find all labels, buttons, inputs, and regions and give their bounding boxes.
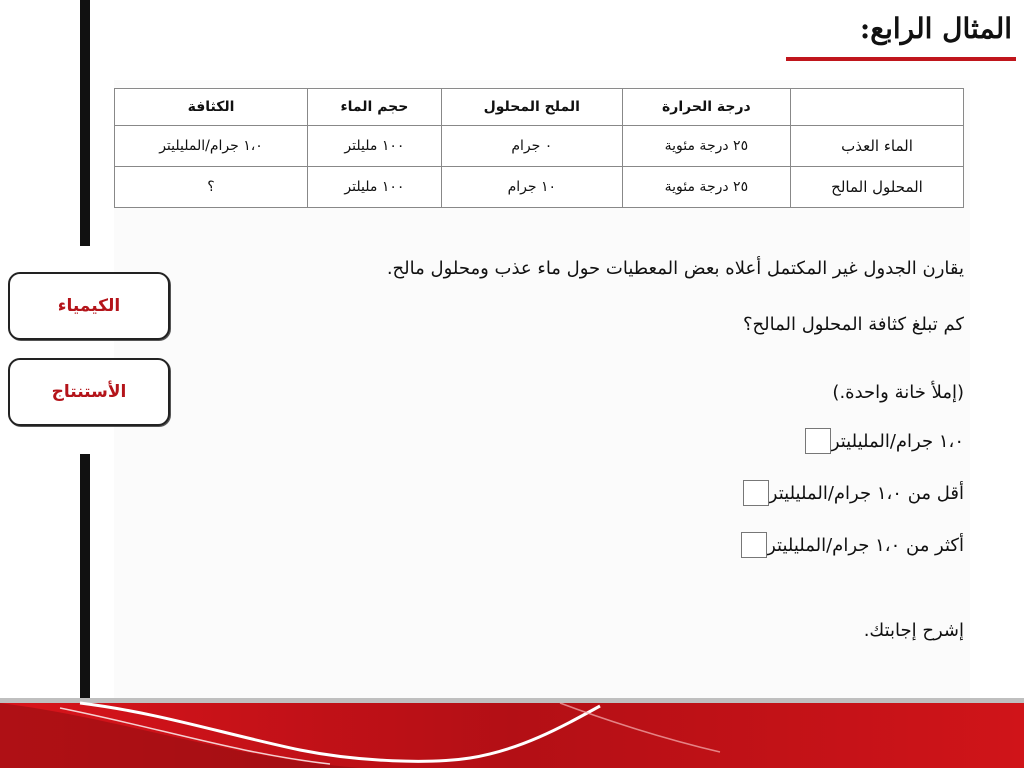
table-header-cell: درجة الحرارة	[622, 89, 790, 126]
table-cell: ١٠ جرام	[441, 167, 622, 208]
table-header-row	[115, 89, 964, 126]
answer-option[interactable]	[725, 529, 964, 561]
answer-option-label: أكثر من ١،٠ جرام/المليليتر	[767, 534, 964, 556]
left-vertical-bar-top	[80, 0, 90, 246]
title-underline	[786, 57, 1016, 61]
left-vertical-bar-bottom	[80, 454, 90, 700]
question-instruction: (إملأ خانة واحدة.)	[832, 382, 964, 403]
table-row-label: الماء العذب	[791, 126, 964, 167]
table-header-cell: الكثافة	[115, 89, 308, 126]
answer-option[interactable]	[789, 425, 964, 457]
answer-option[interactable]	[727, 477, 964, 509]
answer-option-label: ١،٠ جرام/المليليتر	[830, 430, 964, 452]
question-prompt: كم تبلغ كثافة المحلول المالح؟	[742, 314, 964, 335]
slide-title: المثال الرابع:	[859, 12, 1012, 45]
table-row-label: المحلول المالح	[791, 167, 964, 208]
skill-tag: الأستنتاج	[8, 358, 170, 426]
data-table	[114, 88, 964, 208]
table-header-cell: حجم الماء	[307, 89, 441, 126]
table-cell: ١٠٠ مليلتر	[307, 167, 441, 208]
table-row	[115, 126, 964, 167]
table-cell: ٠ جرام	[441, 126, 622, 167]
table-header-cell	[791, 89, 964, 126]
table-cell: ١٠٠ مليلتر	[307, 126, 441, 167]
table-row	[115, 167, 964, 208]
subject-tag: الكيمياء	[8, 272, 170, 340]
table-cell: ؟	[115, 167, 308, 208]
checkbox[interactable]	[805, 428, 831, 454]
footer-banner	[0, 698, 1024, 768]
answer-option-label: أقل من ١،٠ جرام/المليليتر	[768, 482, 964, 504]
checkbox[interactable]	[741, 532, 767, 558]
table-cell: ٢٥ درجة مئوية	[622, 126, 790, 167]
checkbox[interactable]	[743, 480, 769, 506]
explain-prompt: إشرح إجابتك.	[863, 620, 964, 641]
table-cell: ٢٥ درجة مئوية	[622, 167, 790, 208]
question-intro: يقارن الجدول غير المكتمل أعلاه بعض المعطيات حول ماء عذب ومحلول مالح.	[386, 258, 964, 279]
table-header-cell: الملح المحلول	[441, 89, 622, 126]
table-cell: ١،٠ جرام/المليليتر	[115, 126, 308, 167]
